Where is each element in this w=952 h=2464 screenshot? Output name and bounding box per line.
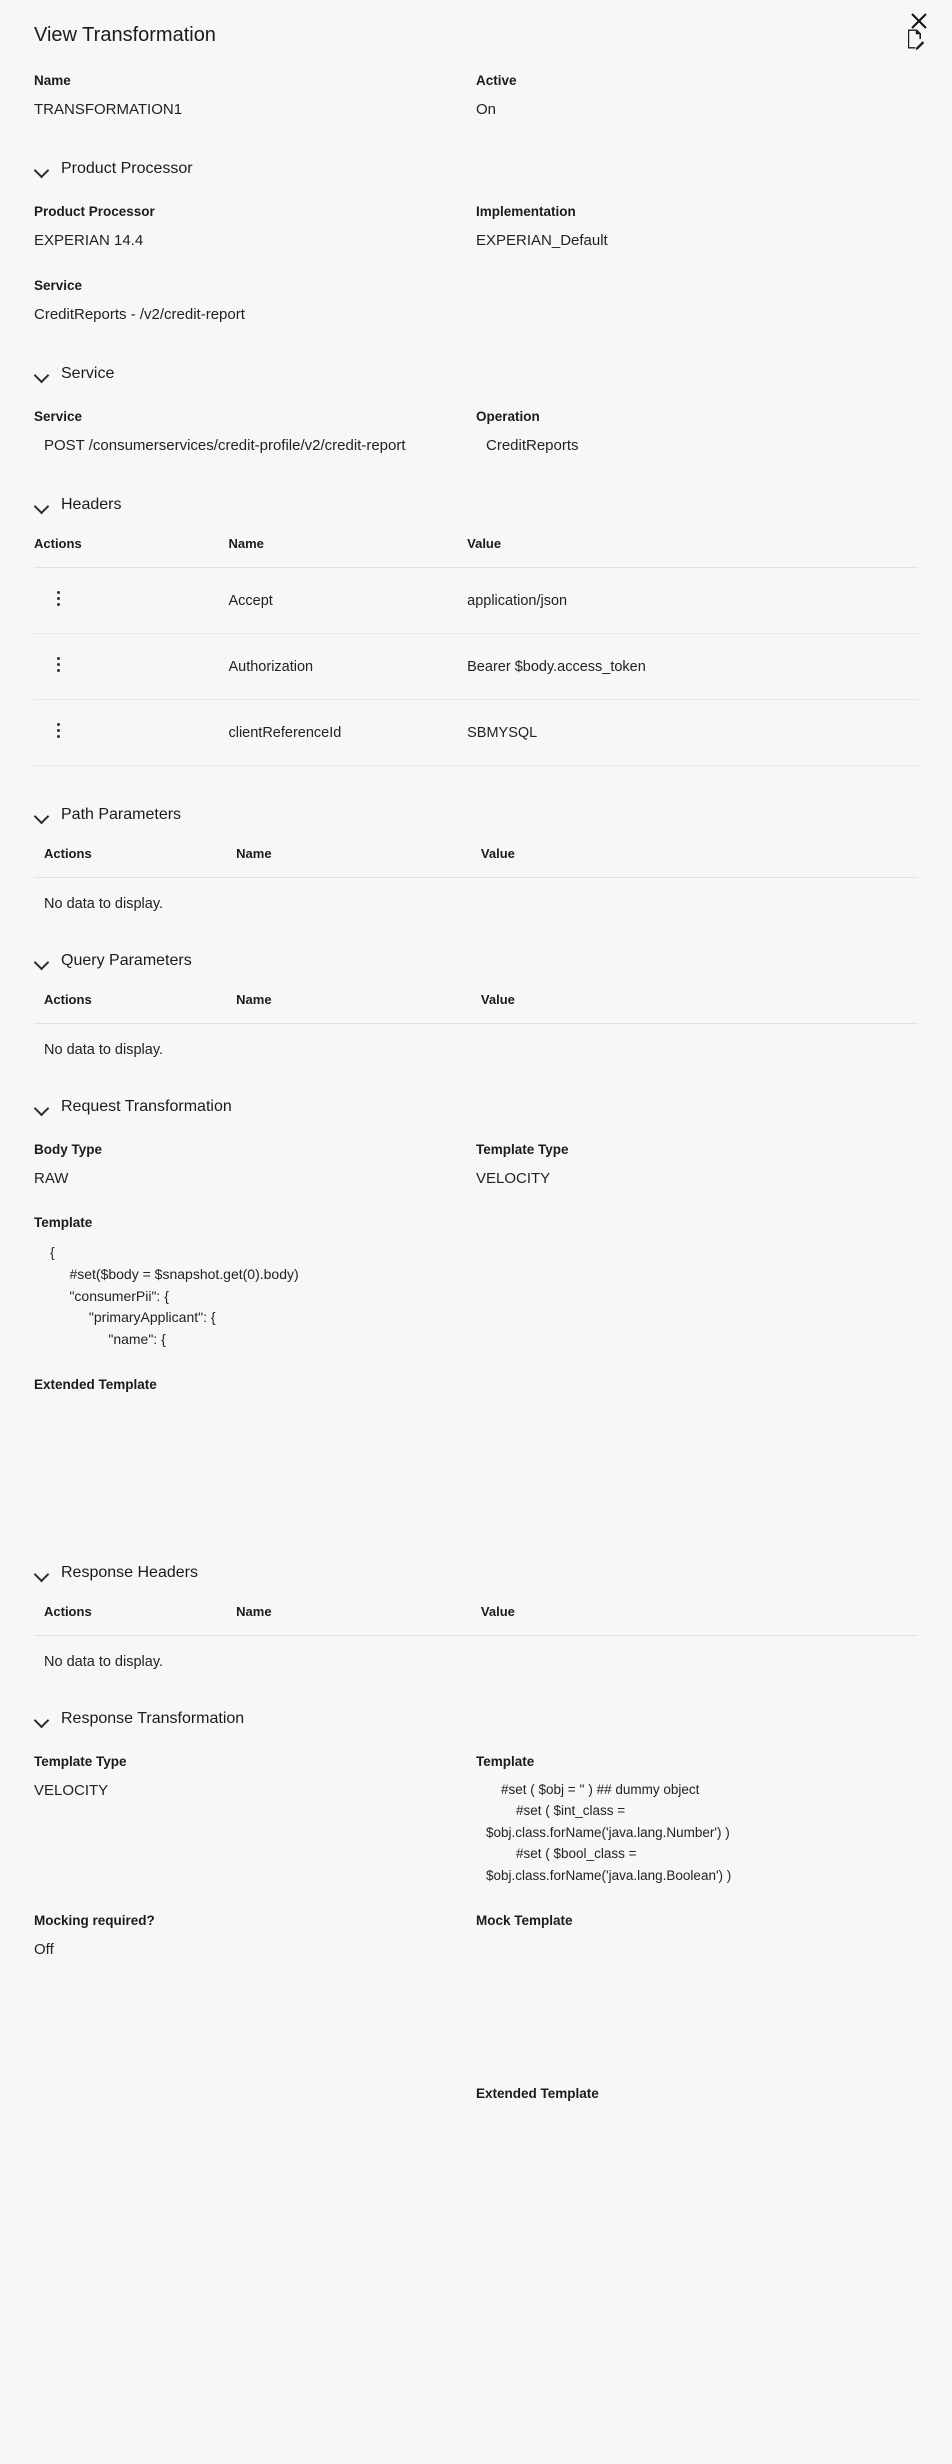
section-title-service: Service <box>61 364 115 382</box>
col-header-actions: Actions <box>34 536 228 568</box>
section-title-request-transformation: Request Transformation <box>61 1098 232 1115</box>
section-title-query-parameters: Query Parameters <box>61 952 192 969</box>
query-parameters-table <box>34 992 918 1024</box>
mocking-required-label: Mocking required? <box>34 1912 155 1928</box>
col-header-name: Name <box>236 1604 481 1636</box>
pp-service-value: CreditReports - /v2/credit-report <box>34 305 245 323</box>
table-header-row <box>34 1604 918 1636</box>
row-name: Authorization <box>228 634 467 700</box>
implementation-value: EXPERIAN_Default <box>476 232 608 250</box>
chevron-down-icon <box>34 1099 50 1115</box>
col-header-value: Value <box>481 846 918 878</box>
section-title-path-parameters: Path Parameters <box>61 806 182 823</box>
response-headers-empty: No data to display. <box>44 1653 164 1670</box>
table-header-row <box>34 992 918 1024</box>
mock-template-label: Mock Template <box>476 1912 573 1928</box>
col-header-value: Value <box>481 1604 918 1636</box>
headers-table <box>34 536 918 766</box>
product-processor-row <box>34 178 918 251</box>
section-product-processor[interactable] <box>34 160 918 178</box>
table-row <box>34 700 918 766</box>
section-response-transformation[interactable] <box>34 1710 918 1728</box>
chevron-down-icon <box>34 1711 50 1727</box>
name-value: TRANSFORMATION1 <box>34 101 183 118</box>
section-request-transformation[interactable] <box>34 1098 918 1116</box>
active-value: On <box>476 101 497 118</box>
section-response-headers[interactable] <box>34 1564 918 1582</box>
chevron-down-icon <box>34 807 50 823</box>
col-header-value: Value <box>481 992 918 1024</box>
col-header-actions: Actions <box>34 992 236 1024</box>
operation-value: CreditReports <box>486 436 579 454</box>
section-service[interactable] <box>34 365 918 383</box>
request-template-type-label: Template Type <box>476 1142 569 1157</box>
row-value: SBMYSQL <box>467 700 918 766</box>
row-actions <box>34 634 228 700</box>
section-title-headers: Headers <box>61 496 122 513</box>
col-header-actions: Actions <box>34 846 236 878</box>
row-menu-icon[interactable] <box>34 588 68 609</box>
section-title-response-headers: Response Headers <box>61 1563 198 1581</box>
product-processor-value: EXPERIAN 14.4 <box>34 232 144 250</box>
response-transformation-row <box>34 1728 918 1887</box>
section-headers[interactable] <box>34 496 918 514</box>
row-menu-icon[interactable] <box>34 654 68 675</box>
path-parameters-table <box>34 846 918 878</box>
body-type-label: Body Type <box>34 1142 103 1157</box>
row-menu-icon[interactable] <box>34 720 68 741</box>
row-actions <box>34 700 228 766</box>
row-actions <box>34 568 228 634</box>
mocking-required-value: Off <box>34 1940 54 1958</box>
response-template-type-value: VELOCITY <box>34 1781 109 1799</box>
request-extended-template-value <box>34 1404 918 1524</box>
chevron-down-icon <box>34 1565 50 1581</box>
col-header-name: Name <box>236 992 481 1024</box>
query-parameters-empty: No data to display. <box>44 1042 164 1058</box>
row-name: clientReferenceId <box>228 700 467 766</box>
active-label: Active <box>476 73 517 88</box>
col-header-name: Name <box>228 536 467 568</box>
table-header-row <box>34 846 918 878</box>
col-header-name: Name <box>236 846 481 878</box>
mock-template-value <box>476 1940 898 2060</box>
chevron-down-icon <box>34 497 50 513</box>
table-header-row <box>34 536 918 568</box>
request-template-label: Template <box>34 1215 93 1231</box>
page-title: View Transformation <box>34 24 216 46</box>
response-headers-table <box>34 1604 918 1636</box>
section-query-parameters[interactable] <box>34 952 918 970</box>
product-processor-label: Product Processor <box>34 204 155 220</box>
pp-service-label: Service <box>34 277 83 293</box>
product-processor-service-row <box>34 252 918 325</box>
service-row <box>34 383 918 456</box>
request-template-type-value: VELOCITY <box>476 1170 551 1187</box>
col-header-value: Value <box>467 536 918 568</box>
row-value: Bearer $body.access_token <box>467 634 918 700</box>
response-template-label: Template <box>476 1753 535 1769</box>
row-value: application/json <box>467 568 918 634</box>
request-transformation-row <box>34 1116 918 1189</box>
name-active-row <box>34 47 918 120</box>
operation-label: Operation <box>476 408 540 424</box>
service-value: POST /consumerservices/credit-profile/v2/credit-report <box>44 436 406 454</box>
chevron-down-icon <box>34 953 50 969</box>
mocking-row <box>34 1887 918 2101</box>
edit-document-icon[interactable] <box>898 22 932 56</box>
request-extended-template-label: Extended Template <box>34 1376 157 1392</box>
implementation-label: Implementation <box>476 204 576 220</box>
section-title-product-processor: Product Processor <box>61 160 193 178</box>
response-template-value: #set ( $obj = '' ) ## dummy object #set ( $int_class = $obj.class.forName('java.lang.Number') ) #set ( $bool_class = $obj.class.forName('java.lang.Boolean') ) <box>486 1781 732 1884</box>
chevron-down-icon <box>34 161 50 177</box>
table-row <box>34 568 918 634</box>
table-row <box>34 634 918 700</box>
request-template-value: { #set($body = $snapshot.get(0).body) "consumerPii": { "primaryApplicant": { "name": { <box>50 1244 299 1347</box>
path-parameters-empty: No data to display. <box>44 896 164 912</box>
name-label: Name <box>34 73 71 88</box>
response-extended-template-label: Extended Template <box>476 2085 599 2101</box>
chevron-down-icon <box>34 366 50 382</box>
response-template-type-label: Template Type <box>34 1753 127 1769</box>
col-header-actions: Actions <box>34 1604 236 1636</box>
service-label: Service <box>34 408 83 424</box>
row-name: Accept <box>228 568 467 634</box>
section-title-response-transformation: Response Transformation <box>61 1709 245 1727</box>
body-type-value: RAW <box>34 1170 69 1187</box>
section-path-parameters[interactable] <box>34 806 918 824</box>
